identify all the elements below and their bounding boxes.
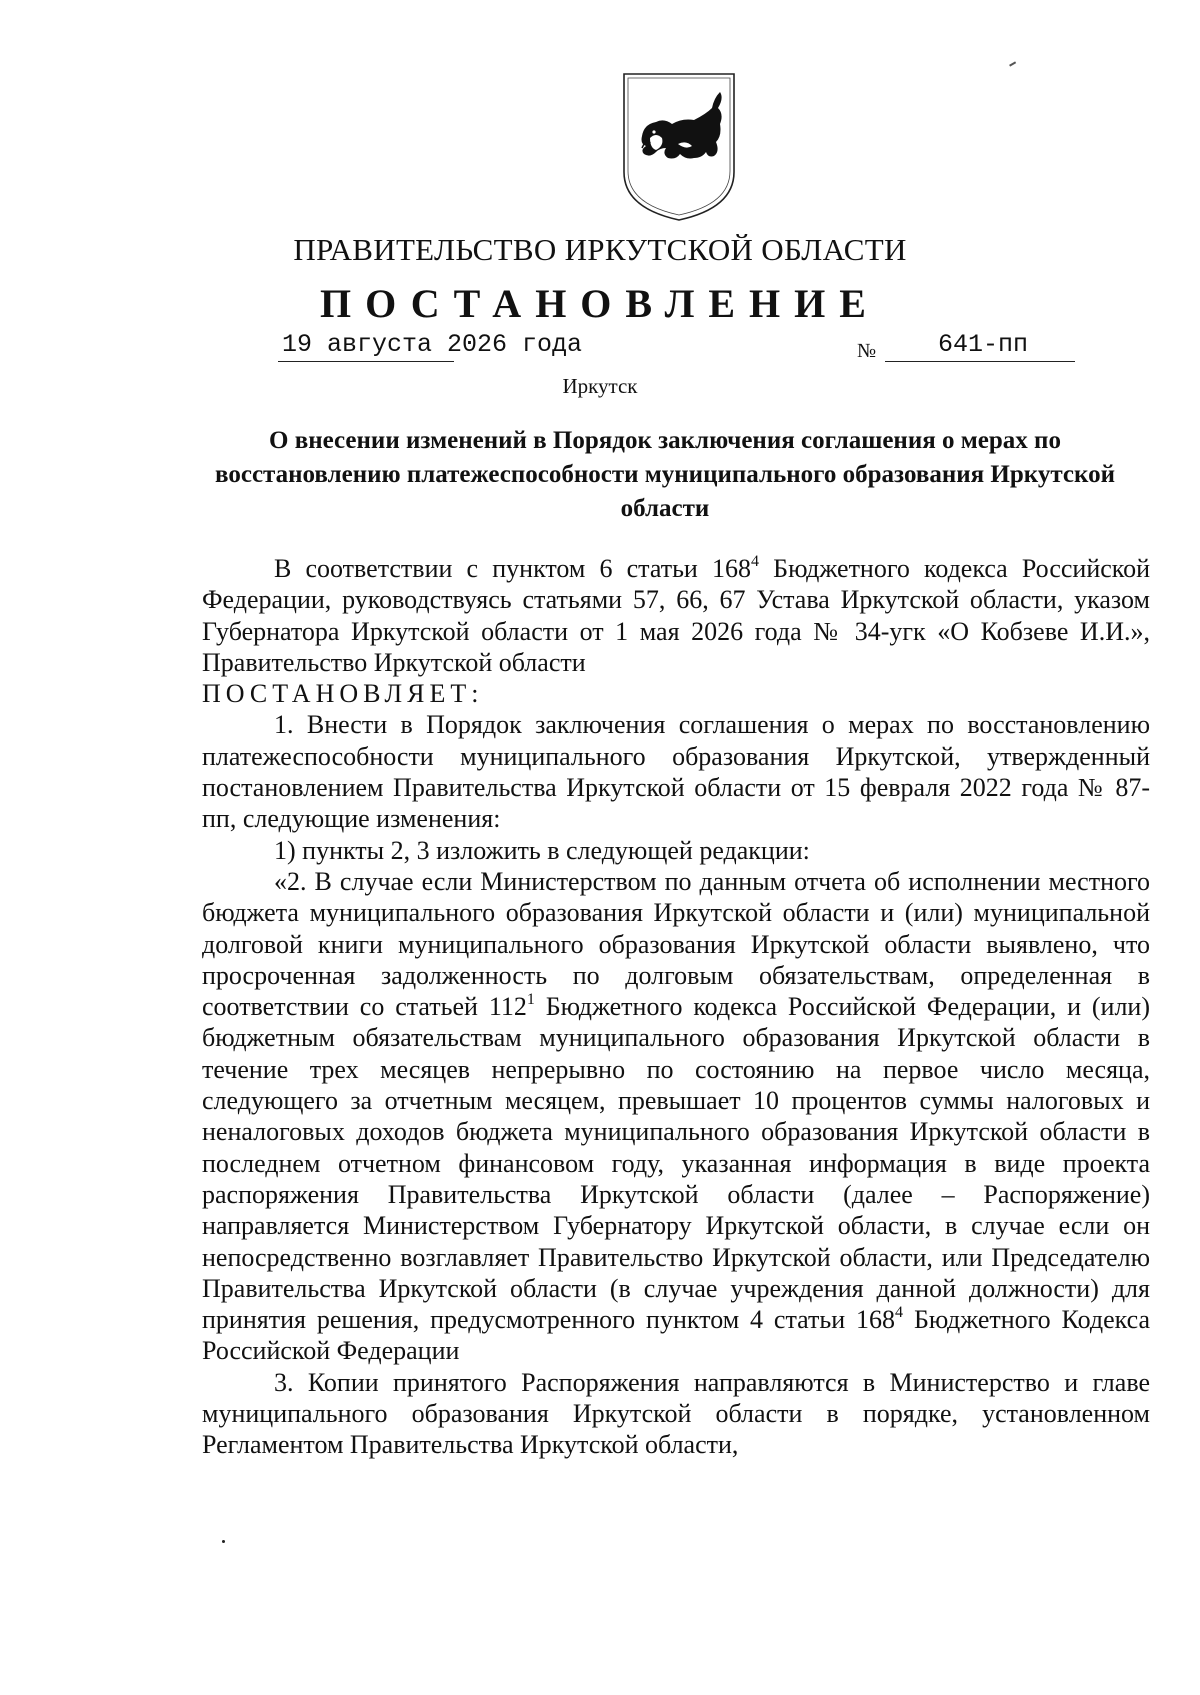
- date-underline: [278, 361, 454, 362]
- scan-mark: [1009, 61, 1016, 66]
- decree-word: ПОСТАНОВЛЯЕТ:: [202, 679, 484, 709]
- paragraph-clause-3: 3. Копии принятого Распоряжения направляются в Министерство и главе муниципального образования Иркутской области в порядке, установленном Регламентом Правительства Иркутской области,: [202, 1367, 1150, 1460]
- superscript: 1: [526, 991, 535, 1009]
- preamble-text-1: В соответствии с пунктом 6 статьи 168: [274, 554, 751, 583]
- clause-2-text-3: Бюджетного Кодекса Российской Федерации: [202, 1305, 1150, 1366]
- preamble-text-2: Бюджетного кодекса Российской Федерации, руководствуясь статьями 57, 66, 67 Устава Иркутской области, указом Губернатора Иркутской области от 1 мая 2026 года № 34-угк «О Кобзеве И.И.», Правительство Иркутской области: [202, 554, 1151, 677]
- document-number: 641-пп: [938, 330, 1029, 359]
- clause-2-text-2: Бюджетного кодекса Российской Федерации, и (или) бюджетным обязательствам муниципального образования Иркутской области в течение трех месяцев непрерывно по состоянию на первое число месяца, следующего за отчетным месяцем, превышает 10 процентов суммы налоговых и неналоговых доходов бюджета муниципального образования Иркутской области в последнем отчетном финансовом году, указанная информация в виде проекта распоряжения Правительства Иркутской области (далее – Распоряжение) направляется Министерством Губернатору Иркутской области, в случае если он непосредственно возглавляет Правительство Иркутской области, или Председателю Правительства Иркутской области (в случае учреждения данной должности) для принятия решения, предусмотренного пунктом 4 статьи 168: [202, 992, 1150, 1335]
- document-date: 19 августа 2026 года: [282, 330, 583, 359]
- document-subject: О внесении изменений в Порядок заключения соглашения о мерах по восстановлению платежеспособности муниципального образования Иркутской области: [215, 427, 1115, 522]
- document-type-title: ПОСТАНОВЛЕНИЕ: [320, 281, 880, 326]
- scan-dot: [222, 1540, 225, 1543]
- superscript: 4: [751, 553, 759, 570]
- number-sign: №: [857, 340, 877, 362]
- superscript: 4: [895, 1304, 904, 1322]
- document-city: Иркутск: [562, 374, 638, 398]
- paragraph-item-1: 1. Внести в Порядок заключения соглашения о мерах по восстановлению платежеспособности муниципального образования Иркутской, утвержденный постановлением Правительства Иркутской области от 15 февраля 2022 года № 87-пп, следующие изменения:: [202, 710, 1150, 834]
- number-underline: [885, 361, 1075, 362]
- paragraph-subitem-1: 1) пункты 2, 3 изложить в следующей редакции:: [274, 835, 810, 865]
- paragraph-preamble: [202, 553, 1150, 678]
- government-title: ПРАВИТЕЛЬСТВО ИРКУТСКОЙ ОБЛАСТИ: [293, 232, 907, 267]
- clause-2-text-1: «2. В случае если Министерством по данным отчета об исполнении местного бюджета муниципального образования Иркутской области и (или) муниципальной долговой книги муниципального образования Иркутской области выявлено, что просроченная задолженность по долговым обязательствам, определенная в соответствии со статьей 112: [202, 866, 1150, 1022]
- coat-of-arms-icon: [620, 68, 738, 224]
- paragraph-clause-2: [202, 866, 1150, 1367]
- document-body: [202, 553, 1150, 1461]
